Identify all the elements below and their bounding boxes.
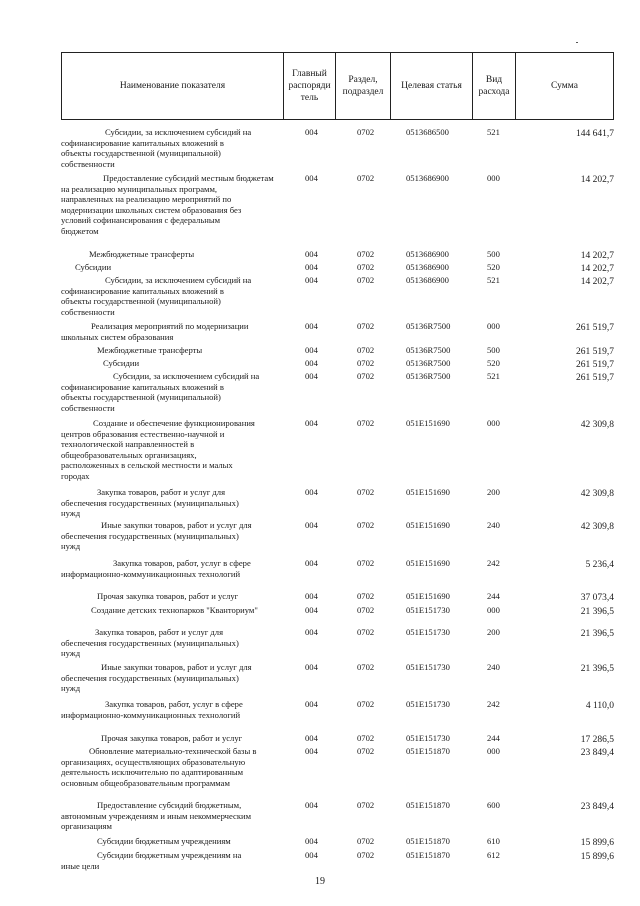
row-vid: 242 [487, 558, 500, 568]
row-sum: 42 309,8 [580, 522, 614, 532]
row-name-line: организациях, осуществляющих образовательную [61, 756, 246, 767]
row-cel: 05136R7500 [406, 345, 451, 355]
header-cel: Целевая статья [391, 53, 473, 119]
row-cel: 051E151690 [406, 520, 450, 530]
row-sum: 5 236,4 [585, 560, 614, 570]
row-name-line: Закупка товаров, работ, услуг в сфере [105, 699, 243, 709]
row-cel: 051E151730 [406, 605, 450, 615]
row-name-line: Субсидии бюджетным учреждениям [97, 836, 231, 846]
row-name-line: Субсидии бюджетным учреждениям на [97, 850, 242, 860]
row-vid: 610 [487, 836, 500, 846]
row-name [61, 836, 281, 847]
row-glav: 004 [305, 418, 318, 428]
row-sum: 15 899,6 [580, 852, 614, 862]
row-glav: 004 [305, 699, 318, 709]
row-cel: 05136R7500 [406, 358, 451, 368]
row-name [61, 345, 281, 356]
row-name-line: Субсидии, за исключением субсидий на [105, 127, 252, 137]
row-name-line: софинансирование капитальных вложений в [61, 381, 224, 392]
row-cel: 051E151690 [406, 418, 450, 428]
row-name-line: Закупка товаров, работ и услуг для [95, 627, 224, 637]
row-glav: 004 [305, 662, 318, 672]
row-razd: 0702 [357, 371, 375, 381]
row-name [61, 627, 281, 659]
row-cel: 051E151690 [406, 591, 450, 601]
row-cel: 0513686900 [406, 275, 449, 285]
header-glav: Главный распоряди тель [284, 53, 336, 119]
row-glav: 004 [305, 358, 318, 368]
row-sum: 21 396,5 [580, 629, 614, 639]
row-vid: 240 [487, 520, 500, 530]
row-name-line: нужд [61, 648, 81, 659]
row-name-line: Реализация мероприятий по модернизации [91, 321, 249, 331]
row-name [61, 800, 281, 832]
row-glav: 004 [305, 275, 318, 285]
row-vid: 200 [487, 627, 500, 637]
row-name-line: Субсидии [103, 358, 140, 368]
row-glav: 004 [305, 520, 318, 530]
row-cel: 051E151870 [406, 746, 450, 756]
row-name [61, 850, 281, 871]
row-name-line: школьных систем образования [61, 331, 174, 342]
row-name [61, 262, 281, 273]
row-name-line: основным общеобразовательным программам [61, 777, 230, 788]
row-name-line: обеспечения государственных (муниципальных) [61, 672, 239, 683]
row-vid: 242 [487, 699, 500, 709]
row-name-line: Межбюджетные трансферты [89, 249, 195, 259]
row-name-line: объекты государственной (муниципальной) [61, 148, 221, 159]
row-name-line: на реализацию муниципальных программ, [61, 183, 218, 194]
page-number: 19 [315, 876, 325, 887]
row-name [61, 605, 281, 616]
row-glav: 004 [305, 836, 318, 846]
row-name-line: обеспечения государственных (муниципальных) [61, 637, 239, 648]
row-name [61, 591, 281, 602]
row-razd: 0702 [357, 262, 375, 272]
row-sum: 23 849,4 [580, 802, 614, 812]
row-razd: 0702 [357, 418, 375, 428]
row-name-line: Создание детских технопарков "Кванториум" [91, 605, 258, 615]
row-cel: 0513686900 [406, 249, 449, 259]
row-glav: 004 [305, 591, 318, 601]
row-cel: 051E151690 [406, 558, 450, 568]
row-cel: 051E151730 [406, 627, 450, 637]
row-name [61, 321, 281, 342]
row-glav: 004 [305, 558, 318, 568]
row-name-line: объекты государственной (муниципальной) [61, 296, 221, 307]
row-razd: 0702 [357, 345, 375, 355]
row-sum: 261 519,7 [576, 323, 614, 333]
row-name-line: Иные закупки товаров, работ и услуг для [101, 520, 252, 530]
row-name [61, 173, 281, 237]
row-vid: 000 [487, 746, 500, 756]
row-name-line: Создание и обеспечение функционирования [93, 418, 255, 428]
row-razd: 0702 [357, 487, 375, 497]
table-header [61, 52, 614, 120]
row-vid: 521 [487, 127, 500, 137]
row-name-line: информационно-коммуникационных технологий [61, 568, 241, 579]
row-name-line: нужд [61, 541, 81, 552]
row-cel: 05136R7500 [406, 321, 451, 331]
row-vid: 612 [487, 850, 500, 860]
row-cel: 051E151690 [406, 487, 450, 497]
row-name [61, 358, 281, 369]
row-razd: 0702 [357, 836, 375, 846]
row-sum: 4 110,0 [585, 701, 614, 711]
row-vid: 000 [487, 605, 500, 615]
header-sum: Сумма [551, 81, 578, 91]
row-name-line: собственности [61, 158, 115, 169]
row-name-line: обеспечения государственных (муниципальных) [61, 497, 239, 508]
row-vid: 244 [487, 733, 500, 743]
row-name [61, 275, 281, 317]
row-sum: 23 849,4 [580, 748, 614, 758]
row-sum: 21 396,5 [580, 664, 614, 674]
row-name [61, 733, 281, 744]
row-vid: 200 [487, 487, 500, 497]
row-razd: 0702 [357, 520, 375, 530]
row-name-line: технологической направленностей в [61, 439, 195, 450]
row-name-line: автономным учреждениям и иным некоммерческим [61, 810, 252, 821]
row-razd: 0702 [357, 662, 375, 672]
row-razd: 0702 [357, 249, 375, 259]
row-razd: 0702 [357, 699, 375, 709]
row-name-line: софинансирование капитальных вложений в [61, 137, 224, 148]
row-name-line: направленных на реализацию мероприятий по [61, 194, 232, 205]
row-sum: 42 309,8 [580, 420, 614, 430]
row-cel: 051E151730 [406, 699, 450, 709]
row-name [61, 418, 281, 482]
row-vid: 240 [487, 662, 500, 672]
row-name-line: расположенных в сельской местности и малых [61, 460, 233, 471]
row-name-line: центров образования естественно-научной и [61, 428, 225, 439]
row-sum: 261 519,7 [576, 360, 614, 370]
row-sum: 144 641,7 [576, 129, 614, 139]
row-name-line: нужд [61, 683, 81, 694]
row-razd: 0702 [357, 275, 375, 285]
row-cel: 0513686500 [406, 127, 449, 137]
row-name-line: Закупка товаров, работ, услуг в сфере [113, 558, 251, 568]
row-glav: 004 [305, 262, 318, 272]
row-name-line: Субсидии, за исключением субсидий на [105, 275, 252, 285]
row-glav: 004 [305, 127, 318, 137]
row-glav: 004 [305, 627, 318, 637]
row-name-line: Предоставление субсидий бюджетным, [97, 800, 242, 810]
row-name-line: иные цели [61, 860, 100, 871]
row-name-line: объекты государственной (муниципальной) [61, 392, 221, 403]
row-vid: 500 [487, 249, 500, 259]
row-sum: 37 073,4 [580, 593, 614, 603]
row-name [61, 371, 281, 413]
row-name-line: деятельность исключительно по адаптированным [61, 767, 244, 778]
row-razd: 0702 [357, 591, 375, 601]
row-sum: 14 202,7 [580, 264, 614, 274]
row-name-line: собственности [61, 402, 115, 413]
header-vid: Вид расхода [473, 53, 516, 119]
row-cel: 051E151730 [406, 662, 450, 672]
row-razd: 0702 [357, 627, 375, 637]
row-vid: 520 [487, 262, 500, 272]
row-name-line: организациям [61, 821, 112, 832]
row-name-line: нужд [61, 508, 81, 519]
row-sum: 261 519,7 [576, 373, 614, 383]
row-vid: 520 [487, 358, 500, 368]
row-glav: 004 [305, 746, 318, 756]
row-name-line: условий софинансирования с федеральным [61, 215, 221, 226]
row-razd: 0702 [357, 733, 375, 743]
row-razd: 0702 [357, 358, 375, 368]
row-vid: 521 [487, 371, 500, 381]
row-name-line: Закупка товаров, работ и услуг для [97, 487, 226, 497]
row-razd: 0702 [357, 127, 375, 137]
row-vid: 244 [487, 591, 500, 601]
row-name [61, 558, 281, 579]
row-razd: 0702 [357, 850, 375, 860]
row-glav: 004 [305, 487, 318, 497]
row-vid: 000 [487, 418, 500, 428]
row-glav: 004 [305, 345, 318, 355]
row-name-line: информационно-коммуникационных технологий [61, 709, 241, 720]
row-glav: 004 [305, 850, 318, 860]
row-razd: 0702 [357, 173, 375, 183]
row-name-line: модернизации школьных систем образования без [61, 204, 242, 215]
row-name-line: Обновление материально-технической базы в [89, 746, 257, 756]
row-name-line: обеспечения государственных (муниципальных) [61, 530, 239, 541]
row-sum: 14 202,7 [580, 277, 614, 287]
row-name [61, 127, 281, 169]
row-glav: 004 [305, 371, 318, 381]
row-vid: 000 [487, 173, 500, 183]
row-name-line: Субсидии [75, 262, 112, 272]
row-sum: 21 396,5 [580, 607, 614, 617]
row-name-line: софинансирование капитальных вложений в [61, 285, 224, 296]
row-name-line: городах [61, 470, 90, 481]
row-name-line: Прочая закупка товаров, работ и услуг [97, 591, 239, 601]
row-glav: 004 [305, 249, 318, 259]
row-sum: 14 202,7 [580, 175, 614, 185]
row-razd: 0702 [357, 746, 375, 756]
row-name [61, 699, 281, 720]
row-razd: 0702 [357, 558, 375, 568]
row-name-line: Межбюджетные трансферты [97, 345, 203, 355]
row-name-line: собственности [61, 306, 115, 317]
row-name [61, 487, 281, 519]
row-glav: 004 [305, 605, 318, 615]
row-razd: 0702 [357, 800, 375, 810]
row-name [61, 249, 281, 260]
row-glav: 004 [305, 800, 318, 810]
row-cel: 05136R7500 [406, 371, 451, 381]
row-vid: 521 [487, 275, 500, 285]
row-sum: 17 286,5 [580, 735, 614, 745]
row-glav: 004 [305, 321, 318, 331]
row-cel: 0513686900 [406, 173, 449, 183]
row-name-line: Предоставление субсидий местным бюджетам [103, 173, 274, 183]
row-cel: 0513686900 [406, 262, 449, 272]
row-sum: 14 202,7 [580, 251, 614, 261]
row-cel: 051E151870 [406, 800, 450, 810]
row-cel: 051E151870 [406, 836, 450, 846]
row-glav: 004 [305, 733, 318, 743]
row-cel: 051E151870 [406, 850, 450, 860]
row-sum: 42 309,8 [580, 489, 614, 499]
row-name [61, 746, 281, 788]
row-razd: 0702 [357, 321, 375, 331]
row-name-line: Субсидии, за исключением субсидий на [113, 371, 260, 381]
row-razd: 0702 [357, 605, 375, 615]
row-cel: 051E151730 [406, 733, 450, 743]
row-sum: 15 899,6 [580, 838, 614, 848]
row-name [61, 662, 281, 694]
row-sum: 261 519,7 [576, 347, 614, 357]
row-glav: 004 [305, 173, 318, 183]
header-name: Наименование показателя [62, 53, 284, 119]
row-vid: 000 [487, 321, 500, 331]
row-name-line: общеобразовательных организациях, [61, 449, 197, 460]
row-vid: 500 [487, 345, 500, 355]
header-razd: Раздел, подраздел [336, 53, 391, 119]
scan-mark [576, 42, 578, 43]
row-name [61, 520, 281, 552]
row-name-line: бюджетом [61, 225, 99, 236]
row-name-line: Прочая закупка товаров, работ и услуг [101, 733, 243, 743]
row-name-line: Иные закупки товаров, работ и услуг для [101, 662, 252, 672]
row-vid: 600 [487, 800, 500, 810]
